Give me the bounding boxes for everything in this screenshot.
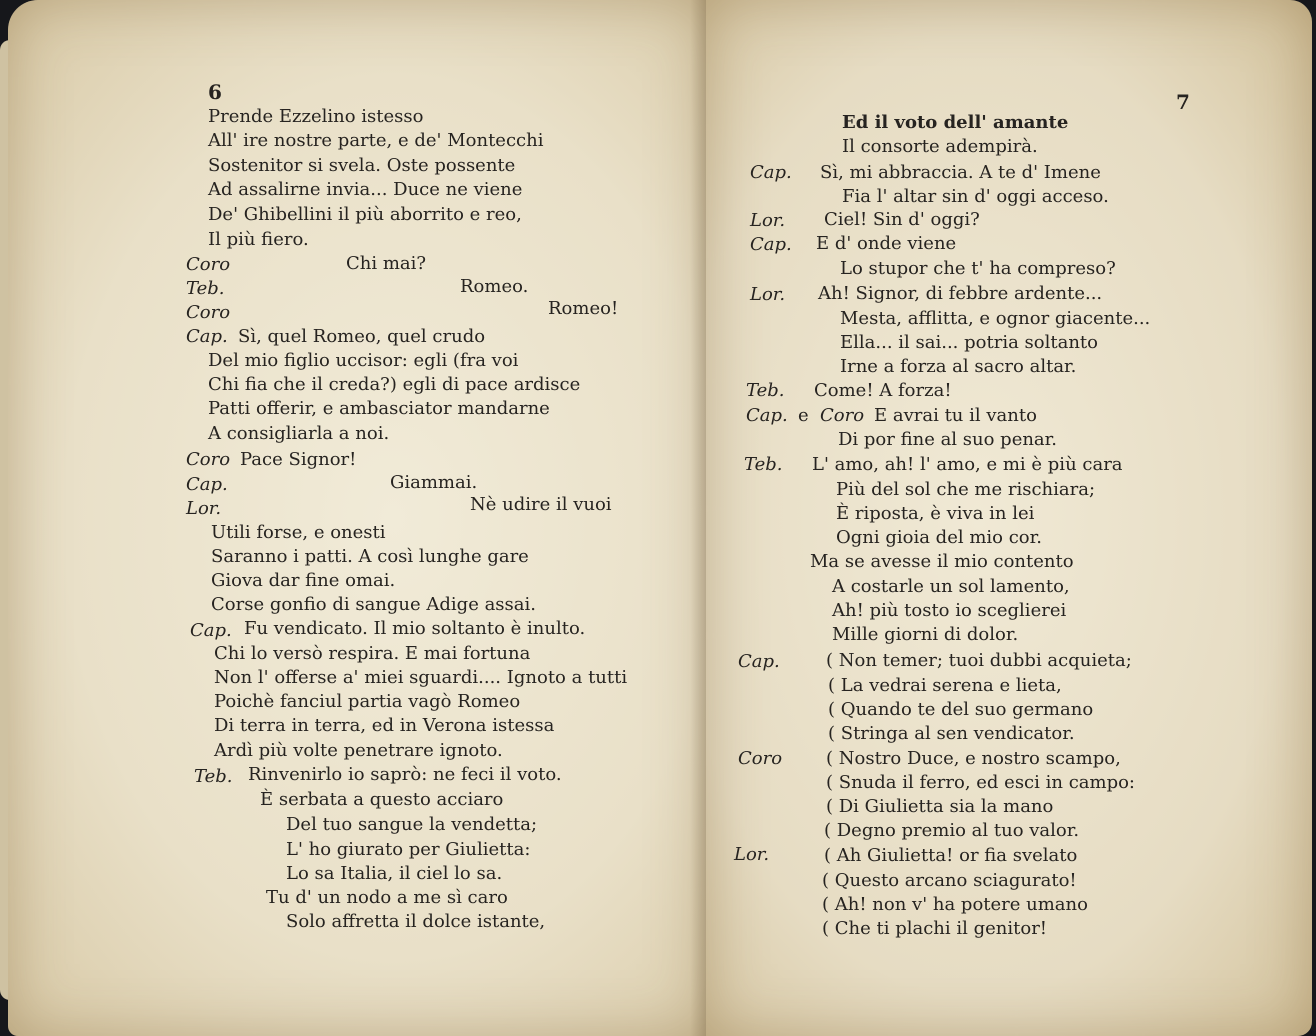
speaker-label: Teb. [186,278,225,299]
text-line: ( Stringa al sen vendicator. [828,723,1075,744]
left-page [8,0,708,1036]
text-line: ( Questo arcano sciagurato! [822,870,1077,891]
speaker-label: Cap. [190,620,232,641]
text-line: E avrai tu il vanto [874,405,1037,426]
speaker-label: Coro [186,449,231,470]
speaker-label: Cap. [746,405,788,426]
text-line: Più del sol che me rischiara; [836,479,1096,500]
text-line: L' ho giurato per Giulietta: [286,839,531,860]
text-line: Tu d' un nodo a me sì caro [266,887,508,908]
speaker-label: Teb. [746,380,785,401]
text-line: ( Nostro Duce, e nostro scampo, [826,748,1121,769]
text-line: Il consorte adempirà. [842,136,1038,157]
text-line: Rinvenirlo io saprò: ne feci il voto. [248,764,562,785]
text-line: Sì, quel Romeo, quel crudo [238,326,486,347]
text-line: Come! A forza! [814,380,952,401]
speaker-label: Cap. [738,651,780,672]
text-line: E d' onde viene [816,233,957,254]
text-line: Ah! Signor, di febbre ardente... [818,283,1103,304]
text-line: ( La vedrai serena e lieta, [828,675,1062,696]
text-line: Chi fia che il creda?) egli di pace ardisce [208,374,581,395]
text-line: e [798,405,809,426]
text-line: Irne a forza al sacro altar. [840,356,1077,377]
text-line: Corse gonfio di sangue Adige assai. [211,594,536,615]
text-line: ( Ah! non v' ha potere umano [822,894,1088,915]
speaker-label: Lor. [186,498,222,519]
text-line: ( Di Giulietta sia la mano [826,796,1054,817]
speaker-label: Teb. [194,766,233,787]
text-line: All' ire nostre parte, e de' Montecchi [208,130,544,151]
text-line: Giova dar fine omai. [211,570,396,591]
text-line: Giammai. [390,472,478,493]
text-line: Ah! più tosto io sceglierei [832,600,1067,621]
page-number: 6 [208,80,222,104]
text-line: Mille giorni di dolor. [832,624,1019,645]
text-line: Del mio figlio uccisor: egli (fra voi [208,350,519,371]
text-line: Lo sa Italia, il ciel lo sa. [286,863,503,884]
text-line: Prende Ezzelino istesso [208,106,424,127]
text-line: Nè udire il vuoi [470,494,612,515]
text-line: È serbata a questo acciaro [260,789,504,810]
text-line: ( Snuda il ferro, ed esci in campo: [826,772,1135,793]
text-line: È riposta, è viva in lei [836,503,1035,524]
text-line: Del tuo sangue la vendetta; [286,814,538,835]
text-line: Chi lo versò respira. E mai fortuna [214,643,531,664]
speaker-label: Lor. [750,284,786,305]
text-line: Ciel! Sin d' oggi? [824,209,980,230]
text-line: Di terra in terra, ed in Verona istessa [214,715,555,736]
text-line: Ma se avesse il mio contento [810,551,1074,572]
text-line: ( Ah Giulietta! or fia svelato [824,845,1078,866]
text-line: Di por fine al suo penar. [838,429,1058,450]
text-line: A costarle un sol lamento, [832,576,1070,597]
text-line: Saranno i patti. A così lunghe gare [211,546,529,567]
right-page [706,0,1312,1036]
text-line: Il più fiero. [208,229,309,250]
text-line: Ardì più volte penetrare ignoto. [214,740,503,761]
speaker-label: Cap. [750,162,792,183]
text-line: ( Degno premio al tuo valor. [824,820,1080,841]
text-line: Fia l' altar sin d' oggi acceso. [842,186,1109,207]
text-line: De' Ghibellini il più aborrito e reo, [208,204,522,225]
text-line: Ogni gioia del mio cor. [836,527,1042,548]
text-line: Ella... il sai... potria soltanto [840,332,1098,353]
text-line: Utili forse, e onesti [211,522,386,543]
speaker-label: Teb. [744,454,783,475]
text-line: Lo stupor che t' ha compreso? [840,258,1116,279]
text-line: Solo affretta il dolce istante, [286,911,546,932]
text-line: Chi mai? [346,253,427,274]
text-line: Mesta, afflitta, e ognor giacente... [840,308,1151,329]
text-line: Romeo. [460,276,529,297]
text-line: L' amo, ah! l' amo, e mi è più cara [812,454,1123,475]
speaker-label: Cap. [186,326,228,347]
text-line: Pace Signor! [240,449,357,470]
speaker-label: Coro [738,748,783,769]
text-line: Ed il voto dell' amante [842,112,1069,133]
speaker-label: Coro [820,405,865,426]
text-line: ( Quando te del suo germano [828,699,1094,720]
text-line: Non l' offerse a' miei sguardi.... Ignoto a tutti [214,667,628,688]
text-line: ( Che ti plachi il genitor! [822,918,1048,939]
text-line: Ad assalirne invia... Duce ne viene [208,179,523,200]
speaker-label: Coro [186,254,231,275]
speaker-label: Coro [186,302,231,323]
text-line: Sostenitor si svela. Oste possente [208,155,516,176]
text-line: Patti offerir, e ambasciator mandarne [208,398,550,419]
page-number: 7 [1176,90,1190,114]
text-line: Poichè fanciul partia vagò Romeo [214,691,521,712]
text-line: ( Non temer; tuoi dubbi acquieta; [826,650,1132,671]
speaker-label: Lor. [734,844,770,865]
speaker-label: Cap. [186,474,228,495]
text-line: Sì, mi abbraccia. A te d' Imene [820,162,1101,183]
text-line: Fu vendicato. Il mio soltanto è inulto. [244,618,586,639]
speaker-label: Cap. [750,234,792,255]
text-line: A consigliarla a noi. [208,423,390,444]
speaker-label: Lor. [750,210,786,231]
text-line: Romeo! [548,298,619,319]
